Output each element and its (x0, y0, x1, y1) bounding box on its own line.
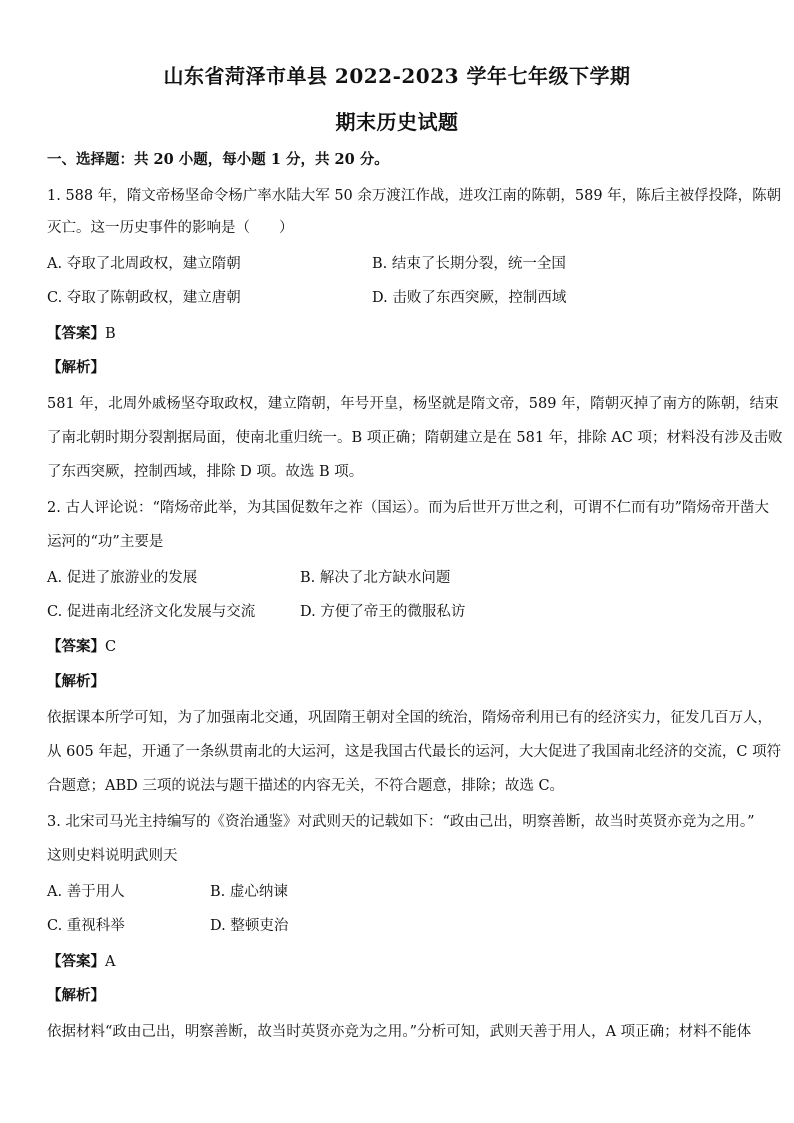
q2-option-c: C. 促进南北经济文化发展与交流 (47, 604, 256, 620)
q1-option-b: B. 结束了长期分裂，统一全国 (372, 256, 566, 272)
q3-option-c: C. 重视科举 (47, 918, 125, 934)
q1-stem-line-1: 1. 588 年，隋文帝杨坚命令杨广率水陆大军 50 余万渡江作战，进攻江南的陈朝，589 年，陈后主被俘投降，陈朝 (47, 188, 782, 204)
q1-option-c: C. 夺取了陈朝政权，建立唐朝 (47, 290, 241, 306)
q1-analysis-line-1: 581 年，北周外戚杨坚夺取政权，建立隋朝，年号开皇，杨坚就是隋文帝，589 年，隋朝灭掉了南方的陈朝，结束 (47, 396, 779, 412)
q3-option-b: B. 虚心纳谏 (210, 884, 288, 900)
q1-analysis-label: 【解析】 (47, 359, 105, 376)
q3-analysis-label: 【解析】 (47, 987, 105, 1004)
q2-analysis-label: 【解析】 (47, 673, 105, 690)
q2-answer-value: C (105, 639, 117, 655)
exam-title: 山东省菏泽市单县 2022-2023 学年七年级下学期 (163, 64, 631, 88)
q3-answer-value: A (105, 954, 116, 970)
q3-option-d: D. 整顿吏治 (210, 918, 289, 934)
answer-label: 【答案】 (47, 325, 105, 342)
q1-answer-value: B (105, 326, 116, 342)
q2-analysis-line-3: 合题意；ABD 三项的说法与题干描述的内容无关，不符合题意，排除；故选 C。 (47, 778, 565, 794)
q2-option-d: D. 方便了帝王的微服私访 (300, 604, 466, 620)
q2-option-a: A. 促进了旅游业的发展 (47, 570, 198, 586)
q2-stem-line-1: 2. 古人评论说：“隋炀帝此举，为其国促数年之祚（国运）。而为后世开万世之利，可谓不仁而有功”隋炀帝开凿大 (47, 500, 770, 516)
q3-stem-line-2: 这则史料说明武则天 (47, 848, 178, 864)
q2-answer (47, 637, 757, 657)
q3-answer (47, 952, 757, 972)
q3-option-a: A. 善于用人 (47, 884, 125, 900)
q1-analysis-line-2: 了南北朝时期分裂割据局面，使南北重归统一。B 项正确；隋朝建立是在 581 年，排除 AC 项；材料没有涉及击败 (47, 430, 783, 446)
exam-subtitle: 期末历史试题 (335, 110, 459, 134)
q3-analysis-line-1: 依据材料“政由己出，明察善断，故当时英贤亦竞为之用。”分析可知，武则天善于用人，A 项正确；材料不能体 (47, 1024, 752, 1040)
q2-analysis-line-1: 依据课本所学可知，为了加强南北交通，巩固隋王朝对全国的统治，隋炀帝利用已有的经济实力，征发几百万人， (47, 710, 772, 726)
q2-option-b: B. 解决了北方缺水问题 (300, 570, 451, 586)
q1-option-d: D. 击败了东西突厥，控制西域 (372, 290, 567, 306)
answer-label: 【答案】 (47, 638, 105, 655)
q2-analysis-line-2: 从 605 年起，开通了一条纵贯南北的大运河，这是我国古代最长的运河，大大促进了我国南北经济的交流，C 项符 (47, 744, 782, 760)
q1-answer (47, 324, 757, 344)
q2-stem-line-2: 运河的“功”主要是 (47, 534, 164, 550)
answer-label: 【答案】 (47, 953, 105, 970)
q1-stem-line-2: 灭亡。这一历史事件的影响是（ ） (47, 220, 294, 236)
q1-option-a: A. 夺取了北周政权，建立隋朝 (47, 256, 241, 272)
section-heading: 一、选择题：共 20 小题，每小题 1 分，共 20 分。 (47, 151, 389, 168)
q1-analysis-line-3: 了东西突厥，控制西域，排除 D 项。故选 B 项。 (47, 464, 364, 480)
q3-stem-line-1: 3. 北宋司马光主持编写的《资治通鉴》对武则天的记载如下：“政由己出，明察善断，故当时英贤亦竞为之用。” (47, 814, 755, 830)
